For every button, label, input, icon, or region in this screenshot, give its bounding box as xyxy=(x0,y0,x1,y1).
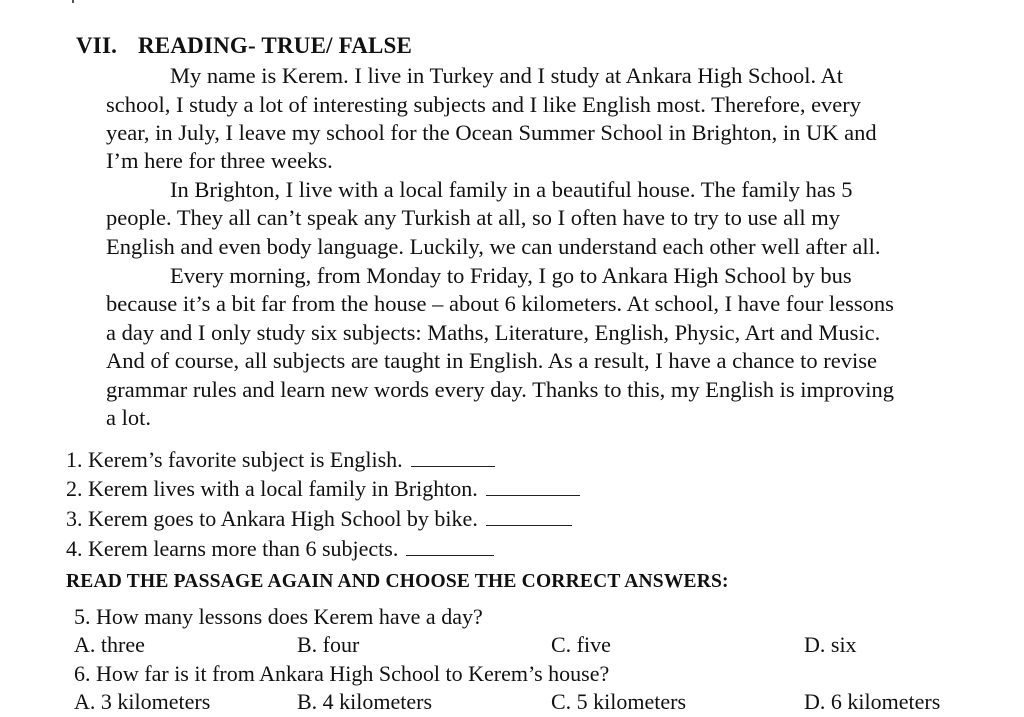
passage-line: people. They all can’t speak any Turkish at all, so I often have to try to use all my xyxy=(106,205,841,230)
passage-line: And of course, all subjects are taught in English. As a result, I have a chance to revise xyxy=(106,348,878,373)
true-false-item xyxy=(66,446,495,474)
passage-line: English and even body language. Luckily, we can understand each other well after all. xyxy=(106,234,881,259)
statement-text: 3. Kerem goes to Ankara High School by bike. xyxy=(66,506,478,531)
answer-option[interactable]: A. three xyxy=(74,632,145,657)
passage-line: school, I study a lot of interesting subjects and I like English most. Therefore, every xyxy=(106,92,862,117)
answer-option[interactable]: B. 4 kilometers xyxy=(297,689,433,714)
passage-line: grammar rules and learn new words every day. Thanks to this, my English is improving xyxy=(106,377,894,402)
answer-option[interactable]: A. 3 kilometers xyxy=(74,689,211,714)
answer-blank[interactable] xyxy=(411,448,495,467)
choice-section-heading: READ THE PASSAGE AGAIN AND CHOOSE THE CORRECT ANSWERS: xyxy=(66,571,729,592)
answer-option[interactable]: C. 5 kilometers xyxy=(551,689,687,714)
answer-blank[interactable] xyxy=(486,477,580,496)
answer-option[interactable]: D. 6 kilometers xyxy=(804,689,941,714)
true-false-item xyxy=(66,535,494,563)
answer-blank[interactable] xyxy=(406,537,494,556)
true-false-item xyxy=(66,505,572,533)
passage-line: year, in July, I leave my school for the Ocean Summer School in Brighton, in UK and xyxy=(106,120,877,145)
passage-line: I’m here for three weeks. xyxy=(106,148,333,173)
statement-text: 2. Kerem lives with a local family in Brighton. xyxy=(66,476,478,501)
answer-option[interactable]: C. five xyxy=(551,632,611,657)
passage-line: My name is Kerem. I live in Turkey and I study at Ankara High School. At xyxy=(170,63,844,88)
statement-text: 4. Kerem learns more than 6 subjects. xyxy=(66,536,399,561)
question-text: 5. How many lessons does Kerem have a day? xyxy=(74,604,483,629)
section-number: VII. xyxy=(76,33,118,58)
section-title-text: READING- TRUE/ FALSE xyxy=(138,33,413,58)
answer-option[interactable]: B. four xyxy=(297,632,360,657)
statement-text: 1. Kerem’s favorite subject is English. xyxy=(66,447,403,472)
passage-line: In Brighton, I live with a local family in a beautiful house. The family has 5 xyxy=(170,177,853,202)
passage-line: Every morning, from Monday to Friday, I go to Ankara High School by bus xyxy=(170,263,852,288)
passage-line: a lot. xyxy=(106,405,151,430)
scan-mark xyxy=(72,0,74,3)
true-false-item xyxy=(66,475,580,503)
answer-option[interactable]: D. six xyxy=(804,632,857,657)
answer-blank[interactable] xyxy=(486,507,572,526)
passage-line: because it’s a bit far from the house – about 6 kilometers. At school, I have four lessons xyxy=(106,291,894,316)
question-text: 6. How far is it from Ankara High School to Kerem’s house? xyxy=(74,661,610,686)
section-title xyxy=(76,33,412,59)
passage-line: a day and I only study six subjects: Maths, Literature, English, Physic, Art and Music. xyxy=(106,320,881,345)
